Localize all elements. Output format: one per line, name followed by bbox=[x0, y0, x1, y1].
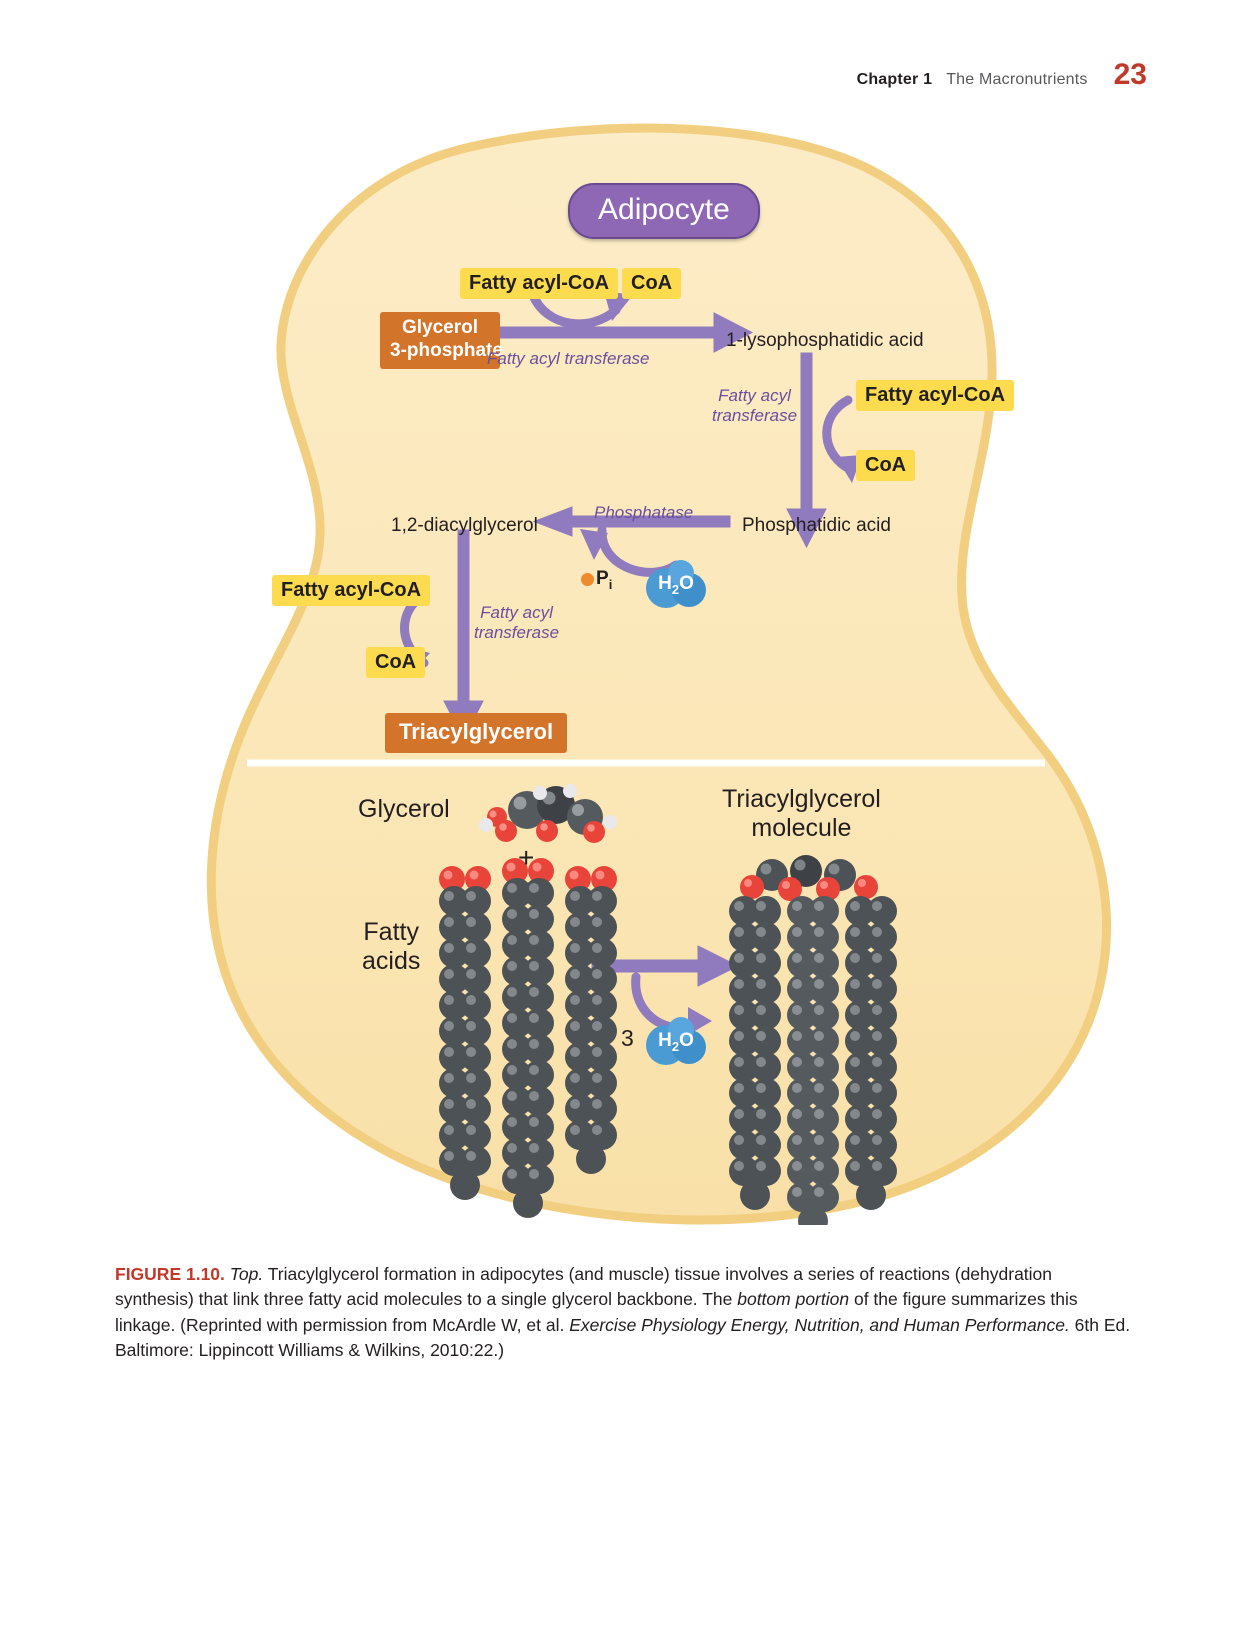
chip-coa-2: CoA bbox=[856, 450, 915, 481]
figure-caption bbox=[115, 1262, 1135, 1364]
enzyme-fat-2-line1: Fatty acyl bbox=[718, 386, 791, 405]
water-molecule-1-label: $H_2O$ bbox=[658, 573, 694, 597]
label-inorganic-phosphate: $P_i$ bbox=[596, 568, 613, 592]
caption-text-2: of the figure summarizes this linkage. (Reprinted with permission from McArdle W, et al. bbox=[115, 1289, 1078, 1335]
water-molecule-1 bbox=[645, 560, 707, 610]
label-plus-sign: + bbox=[518, 842, 535, 873]
label-tag-molecule-line1: Triacylglycerol bbox=[722, 785, 881, 813]
chip-fatty-acyl-coa-3: Fatty acyl-CoA bbox=[272, 575, 430, 606]
label-tag-molecule-line2: molecule bbox=[751, 813, 852, 842]
box-glycerol-3-phosphate bbox=[380, 312, 503, 369]
chip-fatty-acyl-coa-2: Fatty acyl-CoA bbox=[856, 380, 1014, 411]
enzyme-fatty-acyl-transferase-1: Fatty acyl transferase bbox=[487, 349, 650, 368]
box-glycerol-3-phosphate-line2: 3-phosphate bbox=[390, 339, 503, 361]
caption-text-1: Triacylglycerol formation in adipocytes (and muscle) tissue involves a series of reactions (dehydration synthesis) that link three fatty acid molecules to a single glycerol backbone. The bbox=[115, 1264, 1053, 1310]
water-molecule-2-label: $H_2O$ bbox=[658, 1030, 694, 1054]
caption-text-3: 6th Ed. Baltimore: Lippincott Williams & Wilkins, 2010:22.) bbox=[115, 1314, 1131, 1361]
label-fatty-acids-line2: acids bbox=[362, 946, 421, 975]
chip-fatty-acyl-coa-1: Fatty acyl-CoA bbox=[460, 268, 618, 299]
cell-title-adipocyte: Adipocyte bbox=[568, 183, 760, 239]
box-glycerol-3-phosphate-line1: Glycerol bbox=[401, 317, 479, 338]
label-fatty-acids-line1: Fatty bbox=[363, 918, 419, 946]
label-fatty-acids bbox=[362, 918, 420, 976]
page-header bbox=[857, 58, 1147, 92]
figure-1-10 bbox=[0, 105, 1255, 1225]
water-molecule-2 bbox=[645, 1017, 707, 1067]
enzyme-fatty-acyl-transferase-2 bbox=[712, 386, 797, 427]
page-number: 23 bbox=[1113, 58, 1147, 91]
chip-coa-3: CoA bbox=[366, 647, 425, 678]
box-triacylglycerol: Triacylglycerol bbox=[385, 713, 567, 753]
caption-figure-number: FIGURE 1.10. bbox=[115, 1264, 225, 1284]
caption-italic-1: bottom portion bbox=[737, 1289, 850, 1310]
label-water-count: 3 bbox=[621, 1025, 634, 1051]
enzyme-fat-3-line1: Fatty acyl bbox=[480, 603, 553, 622]
enzyme-fat-3-line2: transferase bbox=[474, 623, 560, 643]
caption-lead-italic: Top. bbox=[229, 1264, 264, 1284]
header-chapter-number: Chapter 1 bbox=[856, 71, 933, 88]
chip-coa-1: CoA bbox=[622, 268, 681, 299]
enzyme-fatty-acyl-transferase-3 bbox=[474, 603, 559, 644]
header-chapter-title: The Macronutrients bbox=[946, 71, 1088, 88]
label-glycerol: Glycerol bbox=[358, 795, 450, 823]
enzyme-phosphatase: Phosphatase bbox=[594, 503, 694, 522]
phosphate-dot-icon bbox=[581, 573, 594, 586]
label-phosphatidic-acid: Phosphatidic acid bbox=[742, 515, 891, 536]
label-1-2-diacylglycerol: 1,2-diacylglycerol bbox=[391, 515, 538, 536]
label-triacylglycerol-molecule bbox=[722, 785, 881, 843]
enzyme-fat-2-line2: transferase bbox=[712, 406, 798, 426]
label-1-lysophosphatidic-acid: 1-lysophosphatidic acid bbox=[726, 330, 924, 351]
caption-italic-2: Exercise Physiology Energy, Nutrition, and Human Performance. bbox=[569, 1314, 1070, 1335]
